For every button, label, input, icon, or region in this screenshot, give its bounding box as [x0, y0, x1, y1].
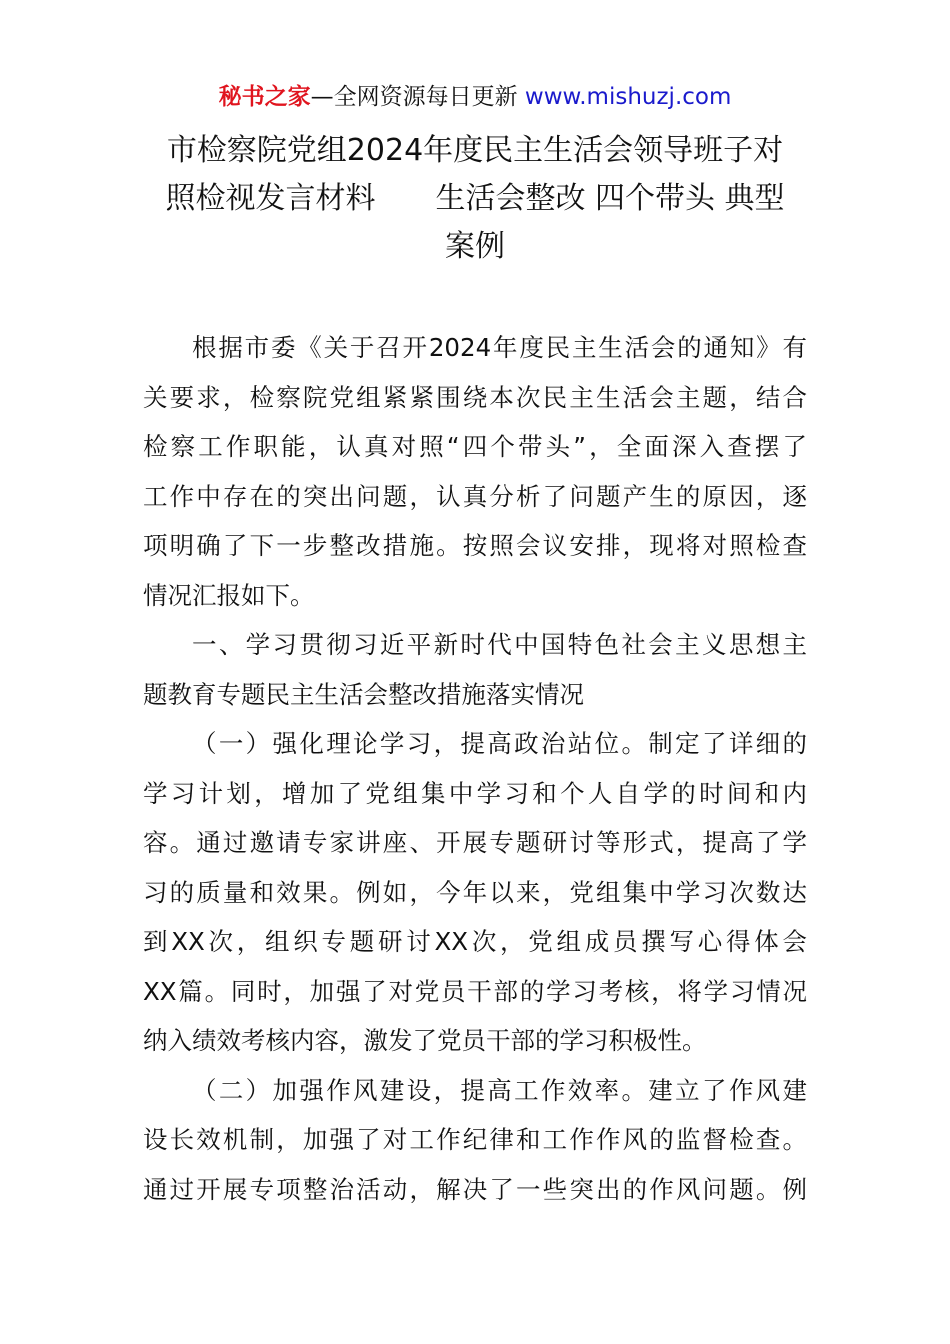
body-line: （二）加强作风建设，提高工作效率。建立了作风建	[192, 1075, 807, 1105]
body-line: 工作中存在的突出问题，认真分析了问题产生的原因，逐	[143, 481, 807, 511]
body-line: 情况汇报如下。	[143, 580, 315, 610]
body-line: 关要求，检察院党组紧紧围绕本次民主生活会主题，结合	[143, 382, 807, 412]
section-heading-line: 一、学习贯彻习近平新时代中国特色社会主义思想主	[192, 630, 807, 659]
site-header	[0, 80, 950, 114]
body-line: 设长效机制，加强了对工作纪律和工作作风的监督检查。	[143, 1125, 807, 1154]
body-line: 项明确了下一步整改措施。按照会议安排，现将对照检查	[143, 531, 807, 560]
title-line: 案例	[445, 229, 505, 264]
body-line: 检察工作职能，认真对照“四个带头”，全面深入查摆了	[143, 432, 807, 461]
body-line: 容。通过邀请专家讲座、开展专题研讨等形式，提高了学	[143, 828, 807, 857]
body-line: XX篇。同时，加强了对党员干部的学习考核，将学习情况	[143, 976, 807, 1006]
document-body	[143, 323, 807, 1214]
section-heading-line: 题教育专题民主生活会整改措施落实情况	[143, 679, 584, 709]
body-line: （一）强化理论学习，提高政治站位。制定了详细的	[192, 729, 807, 758]
body-line: 通过开展专项整治活动，解决了一些突出的作风问题。例	[143, 1174, 807, 1204]
body-line: 习的质量和效果。例如，今年以来，党组集中学习次数达	[143, 877, 807, 907]
title-line: 照检视发言材料 生活会整改 四个带头 典型	[165, 181, 785, 216]
site-brand: 秘书之家	[218, 84, 311, 110]
site-url-link[interactable]: www.mishuzj.com	[524, 84, 732, 110]
body-line: 根据市委《关于召开2024年度民主生活会的通知》有	[192, 333, 807, 362]
body-line: 到XX次，组织专题研讨XX次，党组成员撰写心得体会	[143, 927, 807, 956]
title-line: 市检察院党组2024年度民主生活会领导班子对	[166, 133, 784, 168]
body-line: 学习计划，增加了党组集中学习和个人自学的时间和内	[143, 778, 807, 808]
site-slogan: —全网资源每日更新	[310, 84, 518, 110]
body-line: 纳入绩效考核内容，激发了党员干部的学习积极性。	[143, 1026, 707, 1055]
document-title	[140, 127, 810, 271]
